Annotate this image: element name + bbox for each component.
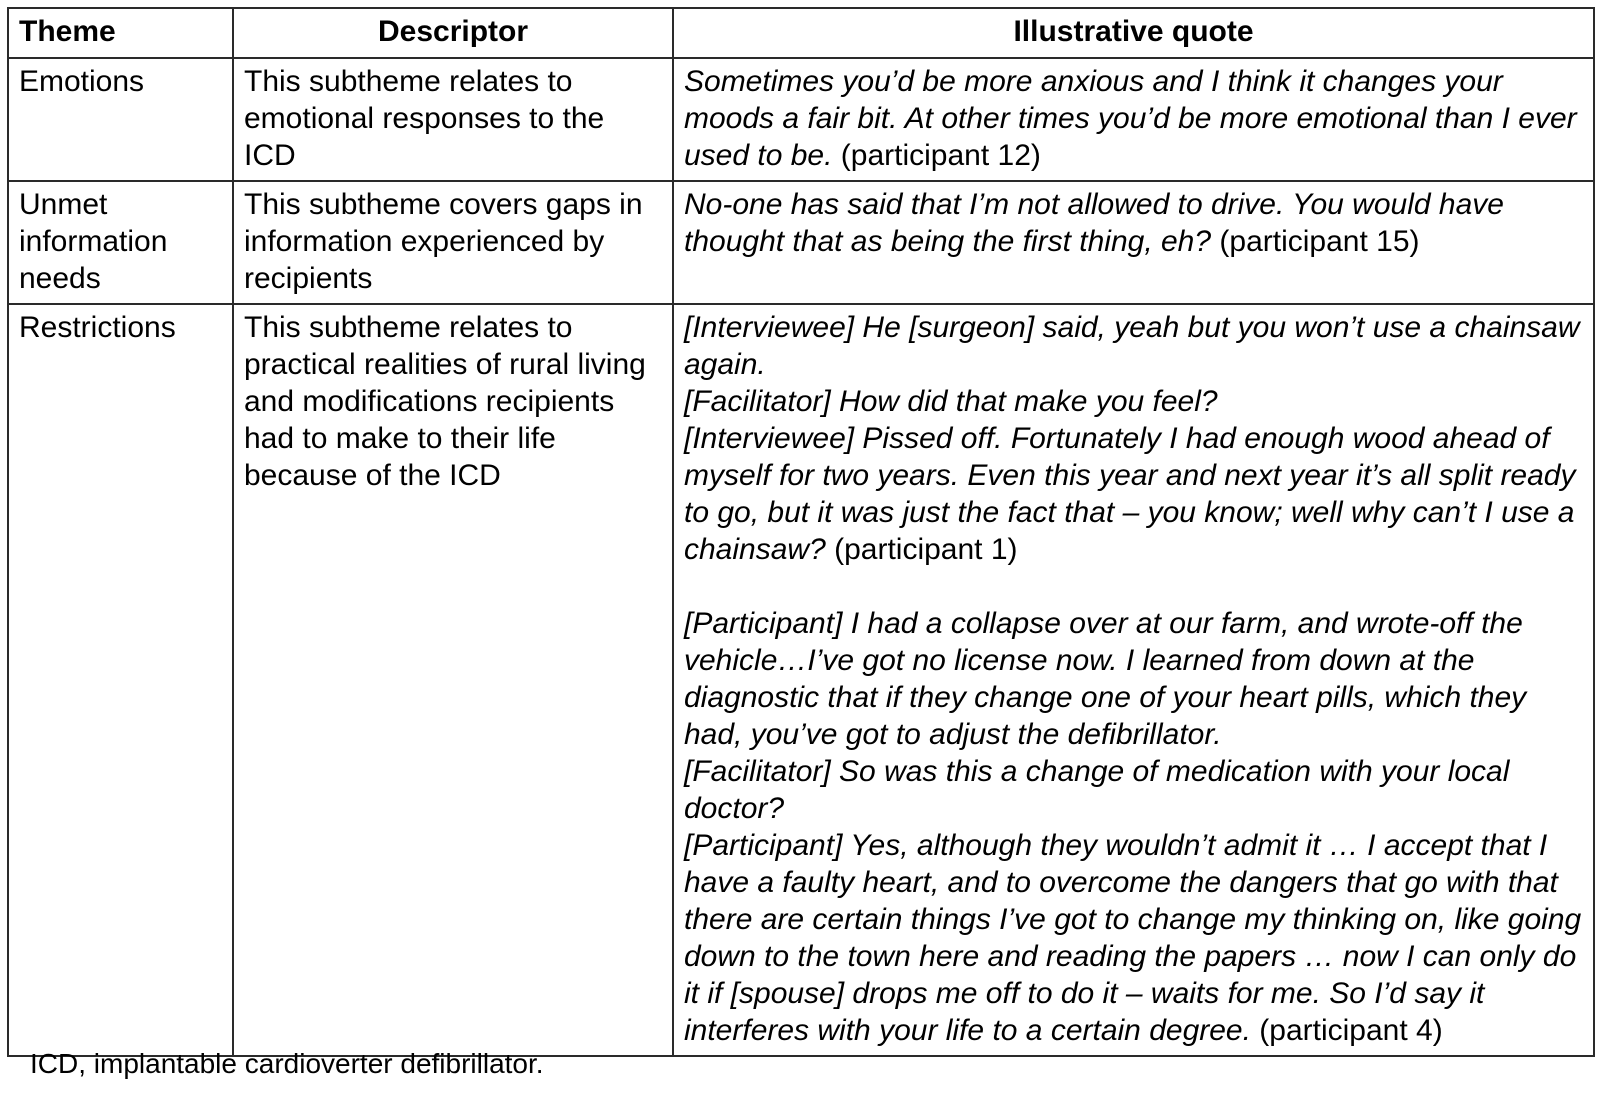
quote-text: No-one has said that I’m not allowed to drive. You would have thought that as being the first thing, eh?	[684, 188, 1504, 258]
quote-paragraph	[684, 605, 1583, 1049]
quote-cell	[673, 58, 1594, 181]
quote-paragraph	[684, 309, 1583, 568]
quote-attribution: (participant 15)	[1219, 225, 1420, 258]
table-header	[8, 8, 1594, 58]
theme-cell: Restrictions	[8, 304, 233, 1056]
quote-paragraph	[684, 186, 1583, 260]
table-row	[8, 304, 1594, 1056]
quote-attribution: (participant 4)	[1259, 1014, 1443, 1047]
quote-attribution: (participant 1)	[834, 533, 1018, 566]
header-row	[8, 8, 1594, 58]
quote-text: [Interviewee] He [surgeon] said, yeah but you won’t use a chainsaw again. [Facilitator] How did that make you feel? [Interviewee] Pissed off. Fortunately I had enough wood ahead of myself for two years. Even this year and next year it’s all split ready to go, but it was just the fact that – you know; well why can’t I use a chainsaw?	[684, 311, 1580, 566]
quote-text: Sometimes you’d be more anxious and I think it changes your moods a fair bit. At other times you’d be more emotional than I ever used to be.	[684, 65, 1577, 172]
column-header-theme: Theme	[8, 8, 233, 58]
themes-quotes-table	[7, 7, 1595, 1057]
table-body	[8, 58, 1594, 1056]
column-header-quote: Illustrative quote	[673, 8, 1594, 58]
quote-attribution: (participant 12)	[840, 139, 1041, 172]
theme-cell: Emotions	[8, 58, 233, 181]
table-row	[8, 181, 1594, 304]
table-footnote: ICD, implantable cardioverter defibrillator.	[30, 1048, 544, 1079]
quote-text: [Participant] I had a collapse over at our farm, and wrote-off the vehicle…I’ve got no license now. I learned from down at the diagnostic that if they change one of your heart pills, which they had, you’ve got to adjust the defibrillator. [Facilitator] So was this a change of medication with your local doctor? [Participant] Yes, although they wouldn’t admit it … I accept that I have a faulty heart, and to overcome the dangers that go with that there are certain things I’ve got to change my thinking on, like going down to the town here and reading the papers … now I can only do it if [spouse] drops me off to do it – waits for me. So I’d say it interferes with your life to a certain degree.	[684, 607, 1582, 1047]
quote-cell	[673, 304, 1594, 1056]
descriptor-cell: This subtheme covers gaps in information experienced by recipients	[233, 181, 673, 304]
table-row	[8, 58, 1594, 181]
quote-cell	[673, 181, 1594, 304]
quote-paragraph	[684, 63, 1583, 174]
column-header-descriptor: Descriptor	[233, 8, 673, 58]
descriptor-cell: This subtheme relates to practical realities of rural living and modifications recipients had to make to their life because of the ICD	[233, 304, 673, 1056]
descriptor-cell: This subtheme relates to emotional responses to the ICD	[233, 58, 673, 181]
theme-cell: Unmet information needs	[8, 181, 233, 304]
